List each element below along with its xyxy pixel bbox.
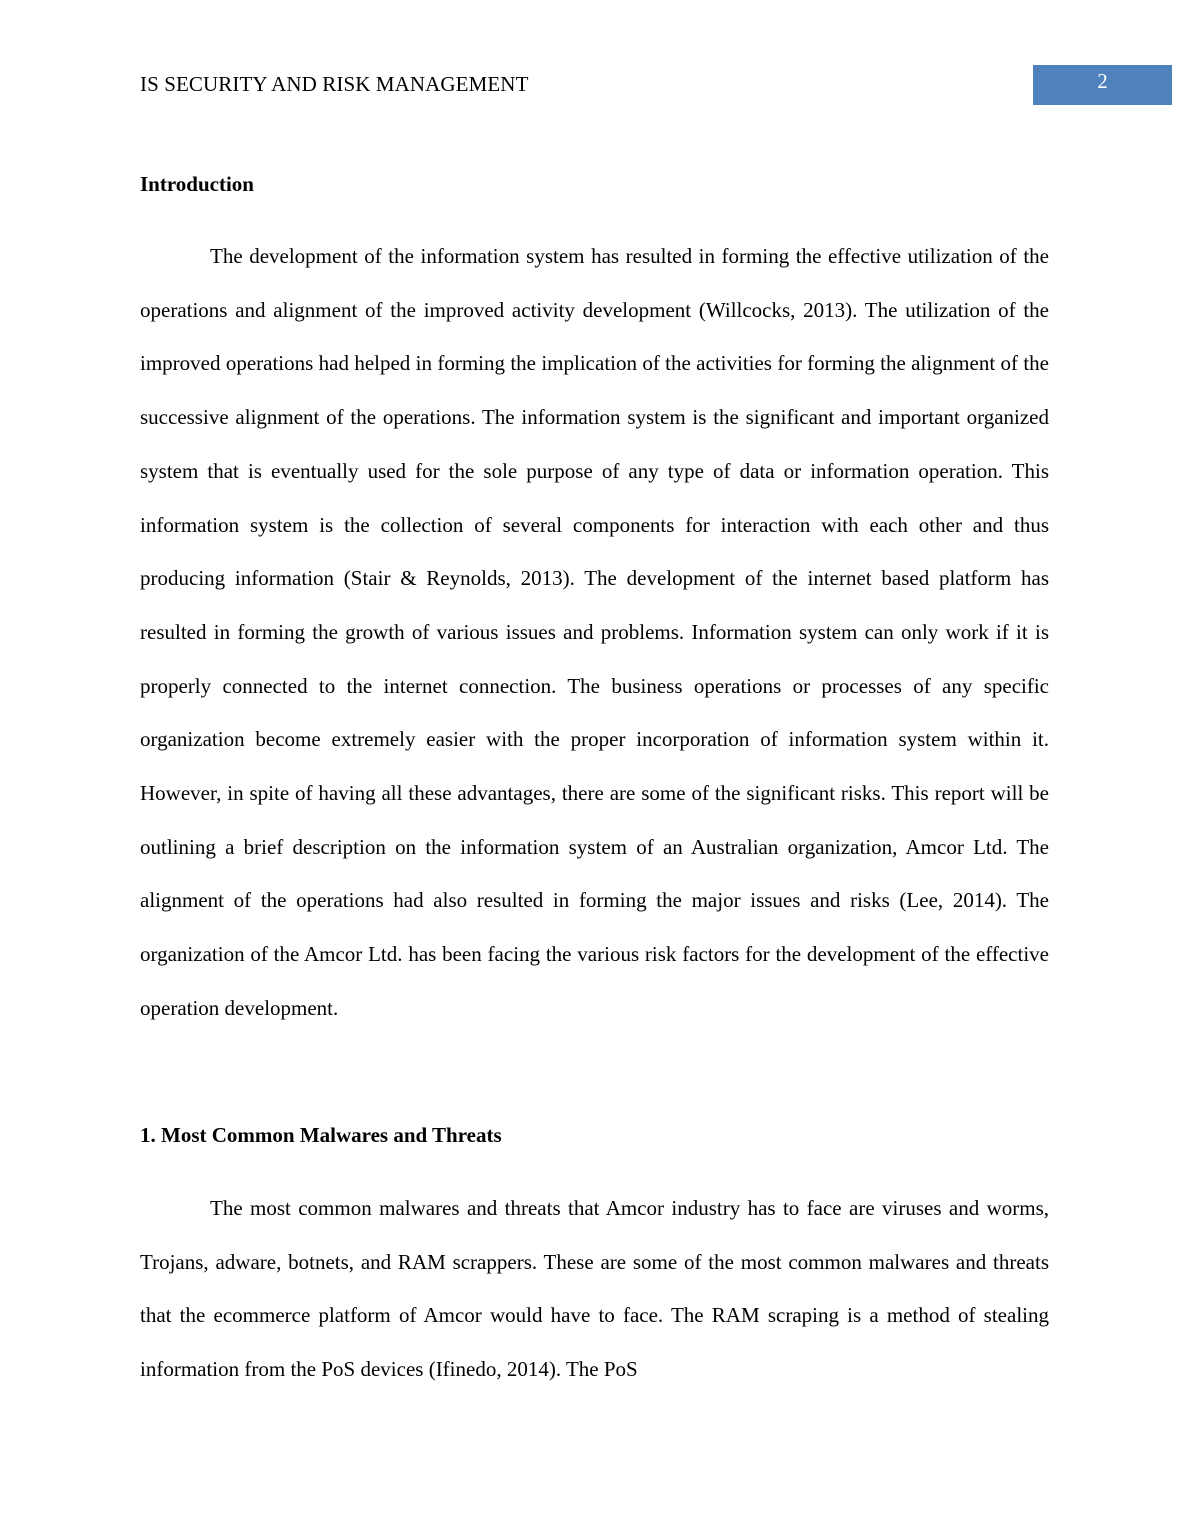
introduction-paragraph: The development of the information system has resulted in forming the effective utilization of the operations and alignment of the improved activity development (Willcocks, 2013). The utilization of the improved operations had helped in forming the implication of the activities for forming the alignment of the successive alignment of the operations. The information system is the significant and important organized system that is eventually used for the sole purpose of any type of data or information operation. This information system is the collection of several components for interaction with each other and thus producing information (Stair & Reynolds, 2013). The development of the internet based platform has resulted in forming the growth of various issues and problems. Information system can only work if it is properly connected to the internet connection. The business operations or processes of any specific organization become extremely easier with the proper incorporation of information system within it. However, in spite of having all these advantages, there are some of the significant risks. This report will be outlining a brief description on the information system of an Australian organization, Amcor Ltd. The alignment of the operations had also resulted in forming the major issues and risks (Lee, 2014). The organization of the Amcor Ltd. has been facing the various risk factors for the development of the effective operation development.	[140, 244, 1049, 1020]
page-number: 2	[1097, 69, 1108, 93]
malwares-threats-paragraph: The most common malwares and threats that Amcor industry has to face are viruses and worms, Trojans, adware, botnets, and RAM scrappers. These are some of the most common malwares and threats that the ecommerce platform of Amcor would have to face. The RAM scraping is a method of stealing information from the PoS devices (Ifinedo, 2014). The PoS	[140, 1196, 1049, 1382]
page-number-badge	[1033, 65, 1172, 105]
running-head: IS SECURITY AND RISK MANAGEMENT	[140, 72, 529, 96]
section-heading-malwares-threats: 1. Most Common Malwares and Threats	[140, 1123, 502, 1147]
section-heading-introduction: Introduction	[140, 172, 254, 196]
